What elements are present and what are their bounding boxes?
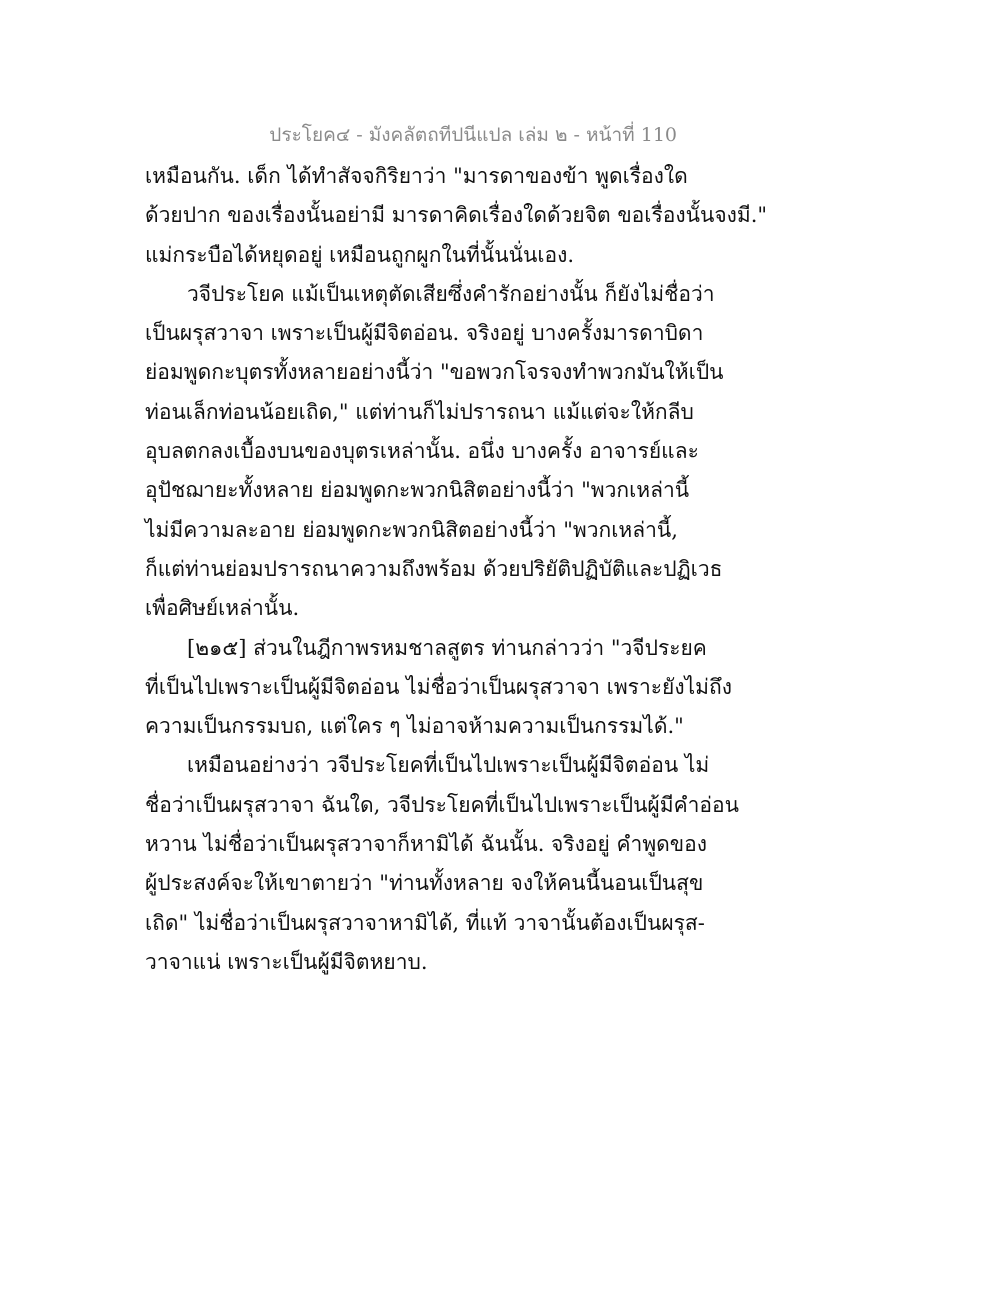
- text-line: เถิด" ไม่ชื่อว่าเป็นผรุสวาจาหามิได้, ที่แท้ วาจานั้นต้องเป็นผรุส-: [145, 910, 705, 935]
- text-line: อุปัชฌายะทั้งหลาย ย่อมพูดกะพวกนิสิตอย่างนี้ว่า "พวกเหล่านี้: [145, 478, 690, 503]
- paragraph-start-line: เหมือนอย่างว่า วจีประโยคที่เป็นไปเพราะเป็นผู้มีจิตอ่อน ไม่: [187, 753, 710, 778]
- text-line: ไม่มีความละอาย ย่อมพูดกะพวกนิสิตอย่างนี้ว่า "พวกเหล่านี้,: [145, 517, 678, 542]
- text-line: วาจาแน่ เพราะเป็นผู้มีจิตหยาบ.: [145, 949, 428, 974]
- text-line: ชื่อว่าเป็นผรุสวาจา ฉันใด, วจีประโยคที่เป็นไปเพราะเป็นผู้มีคำอ่อน: [145, 792, 739, 817]
- text-line: หวาน ไม่ชื่อว่าเป็นผรุสวาจาก็หามิได้ ฉันนั้น. จริงอยู่ คำพูดของ: [145, 832, 708, 857]
- paragraph-start-line: วจีประโยค แม้เป็นเหตุตัดเสียซึ่งคำรักอย่างนั้น ก็ยังไม่ชื่อว่า: [187, 281, 715, 306]
- text-line: แม่กระบือได้หยุดอยู่ เหมือนถูกผูกในที่นั้นนั่นเอง.: [145, 242, 575, 267]
- text-line: ด้วยปาก ของเรื่องนั้นอย่ามี มารดาคิดเรื่องใดด้วยจิต ขอเรื่องนั้นจงมี.": [145, 203, 768, 228]
- text-line: ย่อมพูดกะบุตรทั้งหลายอย่างนี้ว่า "ขอพวกโจรจงทำพวกมันให้เป็น: [145, 360, 724, 385]
- text-line: เป็นผรุสวาจา เพราะเป็นผู้มีจิตอ่อน. จริงอยู่ บางครั้งมารดาบิดา: [145, 321, 704, 346]
- text-line: อุบลตกลงเบื้องบนของบุตรเหล่านั้น. อนึ่ง บางครั้ง อาจารย์และ: [145, 439, 699, 464]
- text-line: ที่เป็นไปเพราะเป็นผู้มีจิตอ่อน ไม่ชื่อว่าเป็นผรุสวาจา เพราะยังไม่ถึง: [145, 674, 732, 699]
- text-line: เพื่อศิษย์เหล่านั้น.: [145, 596, 300, 621]
- text-line: ความเป็นกรรมบถ, แต่ใคร ๆ ไม่อาจห้ามความเป็นกรรมได้.": [145, 714, 684, 739]
- text-line: ท่อนเล็กท่อนน้อยเถิด," แต่ท่านก็ไม่ปรารถนา แม้แต่จะให้กลีบ: [145, 399, 694, 424]
- text-line: เหมือนกัน. เด็ก ได้ทำสัจจกิริยาว่า "มารดาของข้า พูดเรื่องใด: [145, 164, 688, 188]
- page-header: ประโยค๔ - มังคลัตถทีปนีแปล เล่ม ๒ - หน้าที่ 110: [269, 124, 677, 146]
- body-text: [145, 157, 768, 982]
- paragraph-start-line: [๒๑๕] ส่วนในฎีกาพรหมชาลสูตร ท่านกล่าวว่า "วจีประยค: [187, 635, 707, 660]
- text-line: ก็แต่ท่านย่อมปรารถนาความถึงพร้อม ด้วยปริยัติปฏิบัติและปฏิเวธ: [145, 556, 723, 581]
- text-line: ผู้ประสงค์จะให้เขาตายว่า "ท่านทั้งหลาย จงให้คนนี้นอนเป็นสุข: [145, 871, 704, 896]
